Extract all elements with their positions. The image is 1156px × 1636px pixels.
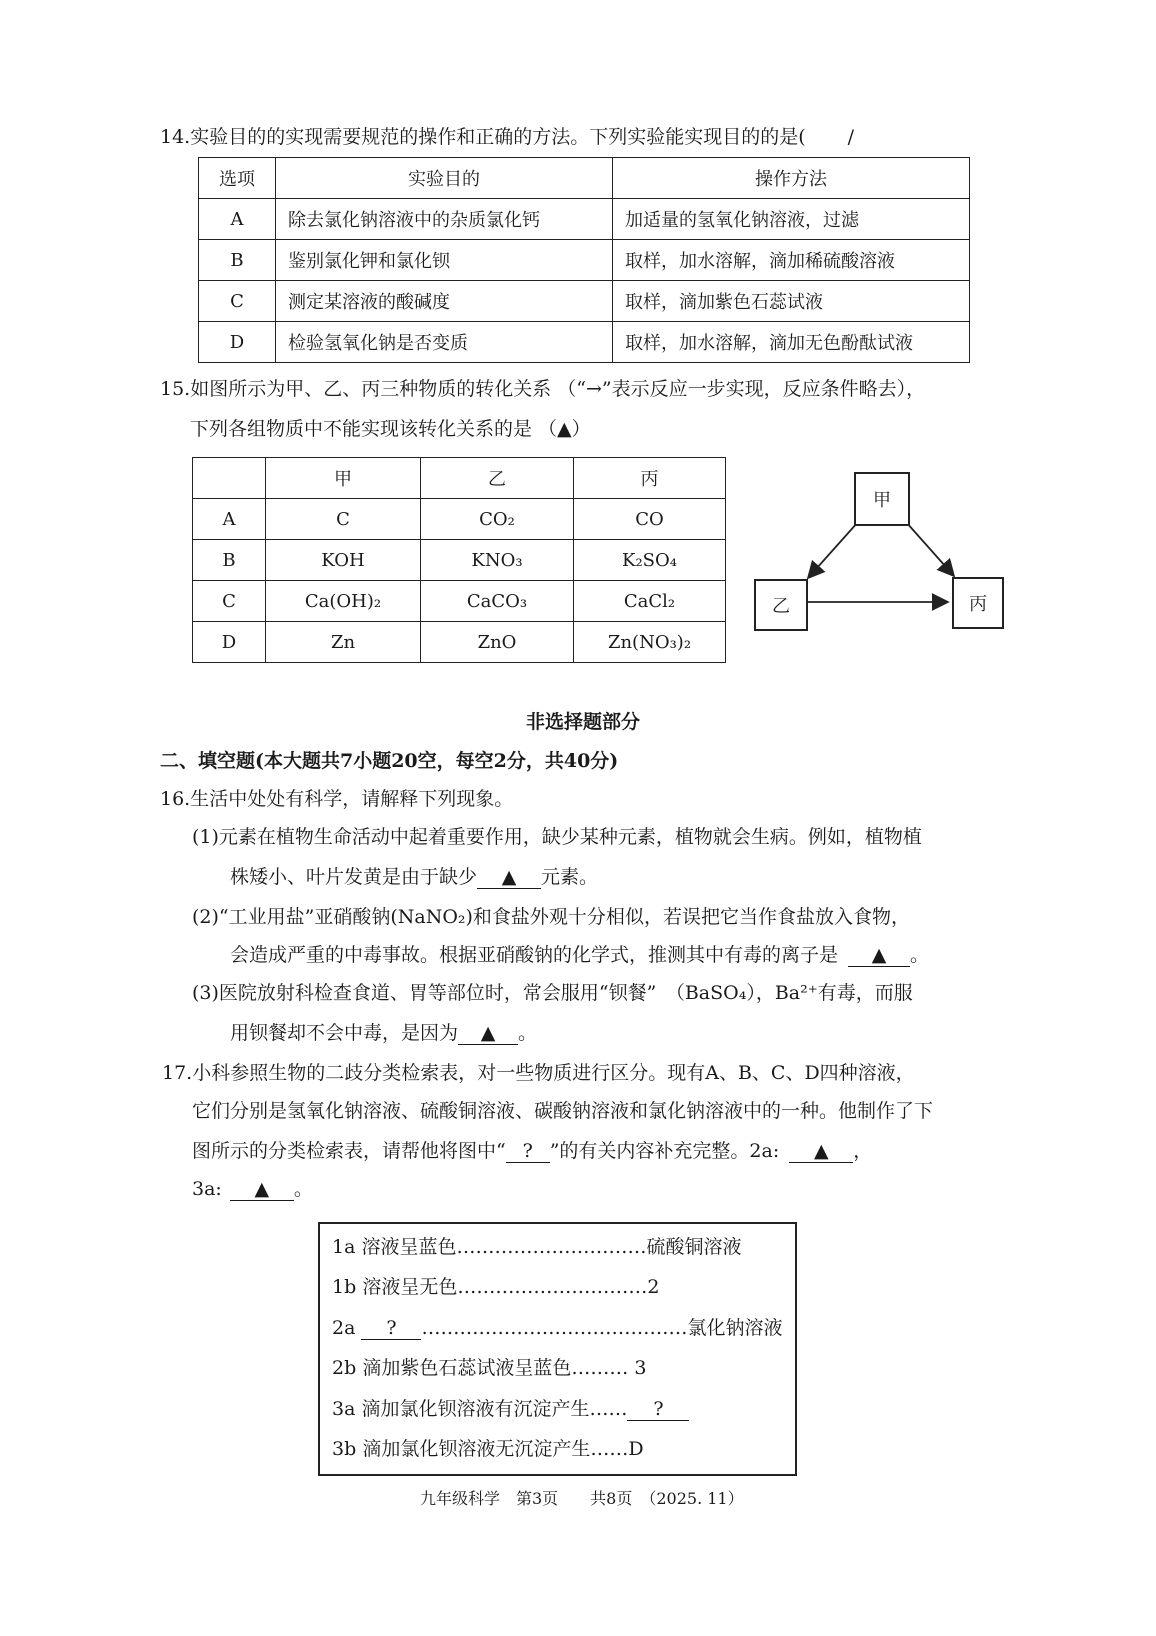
q16-p3-tail: 。 [518, 1022, 538, 1044]
table-cell: CO₂ [421, 499, 574, 540]
key-code: 2b [332, 1357, 357, 1379]
option-label: D [193, 622, 266, 663]
q16-p1-line1: (1)元素在植物生命活动中起着重要作用，缺少某种元素，植物就会生病。例如，植物植 [192, 826, 922, 848]
q16-stem: 16.生活中处处有科学，请解释下列现象。 [160, 788, 514, 810]
table-cell: Ca(OH)₂ [266, 581, 421, 622]
table-header-cell: 选项 [199, 158, 276, 199]
table-header-row [193, 458, 726, 499]
table-cell: Zn [266, 622, 421, 663]
table-cell: KNO₃ [421, 540, 574, 581]
table-header-cell: 实验目的 [276, 158, 613, 199]
key-row-1a [332, 1232, 742, 1259]
q17-line4-text: 3a: [192, 1178, 222, 1200]
key-row-2a [332, 1313, 782, 1340]
table-row [193, 581, 726, 622]
q16-p2-tail: 。 [910, 944, 930, 966]
table-cell: CO [574, 499, 726, 540]
q16-p2-text: 会造成严重的中毒事故。根据亚硝酸钠的化学式，推测其中有毒的离子是 [230, 944, 839, 966]
answer-blank-2a[interactable]: ▲ [789, 1140, 853, 1163]
table-header-cell: 乙 [421, 458, 574, 499]
table-cell: 除去氯化钠溶液中的杂质氯化钙 [276, 199, 613, 240]
option-label: D [199, 322, 276, 363]
key-code: 3b [332, 1438, 357, 1460]
key-row-3b [332, 1434, 644, 1461]
table-row [193, 622, 726, 663]
q16-p2-line2 [230, 942, 929, 968]
q15-table [192, 457, 726, 663]
answer-blank[interactable]: ▲ [458, 1022, 518, 1045]
q17-line3-text2: ”的有关内容补充完整。2a: [549, 1140, 780, 1162]
q15-stem-line1: 15.如图所示为甲、乙、丙三种物质的转化关系 （“→”表示反应一步实现，反应条件略去）， [160, 378, 926, 400]
q16-p1-line2 [230, 864, 598, 890]
section-title: 非选择题部分 [526, 711, 641, 733]
q17-line3-text: 图所示的分类检索表，请帮他将图中“ [192, 1140, 506, 1162]
q14-stem [160, 124, 854, 150]
key-text: 滴加氯化钡溶液有沉淀产生…… [361, 1398, 628, 1420]
option-label: C [193, 581, 266, 622]
q16-p1-text: 株矮小、叶片发黄是由于缺少 [230, 866, 478, 888]
key-blank: ? [627, 1398, 689, 1421]
q15-stem-line2: 下列各组物质中不能实现该转化关系的是 （▲） [190, 418, 591, 440]
key-code: 2a [332, 1317, 356, 1339]
diagram-box-jia: 甲 [854, 472, 910, 526]
answer-blank[interactable]: ▲ [477, 866, 541, 889]
diagram-box-yi: 乙 [754, 579, 808, 631]
key-row-3a [332, 1394, 689, 1421]
key-row-2b [332, 1353, 646, 1380]
table-cell: 取样，加水溶解，滴加无色酚酞试液 [613, 322, 970, 363]
diagram-box-bing: 丙 [952, 577, 1004, 629]
key-row-1b [332, 1272, 659, 1299]
key-result: 3 [634, 1357, 647, 1379]
table-cell: CaCO₃ [421, 581, 574, 622]
table-row [193, 499, 726, 540]
q14-stem-tail: / [847, 126, 855, 148]
table-cell: 取样，滴加紫色石蕊试液 [613, 281, 970, 322]
table-row [199, 240, 970, 281]
table-header-cell: 操作方法 [613, 158, 970, 199]
option-label: A [199, 199, 276, 240]
key-text: 滴加紫色石蕊试液呈蓝色……… [362, 1357, 629, 1379]
key-code: 1b [332, 1276, 357, 1298]
table-cell: 检验氢氧化钠是否变质 [276, 322, 613, 363]
q16-p1-tail: 元素。 [541, 866, 599, 888]
answer-blank[interactable]: ▲ [848, 944, 910, 967]
arrow-jia-to-bing [906, 522, 954, 576]
table-cell: 测定某溶液的酸碱度 [276, 281, 613, 322]
option-label: B [193, 540, 266, 581]
question-blank: ? [506, 1140, 550, 1163]
option-label: C [199, 281, 276, 322]
table-header-cell: 甲 [266, 458, 421, 499]
table-cell: CaCl₂ [574, 581, 726, 622]
table-cell: 鉴别氯化钾和氯化钡 [276, 240, 613, 281]
option-label: A [193, 499, 266, 540]
table-row [199, 322, 970, 363]
table-header-cell [193, 458, 266, 499]
key-result: 氯化钠溶液 [687, 1317, 783, 1339]
q16-p3-line2 [230, 1020, 537, 1046]
table-cell: ZnO [421, 622, 574, 663]
key-code: 3a [332, 1398, 356, 1420]
table-cell: K₂SO₄ [574, 540, 726, 581]
table-cell: Zn(NO₃)₂ [574, 622, 726, 663]
table-row [193, 540, 726, 581]
part2-title: 二、填空题(本大题共7小题20空，每空2分，共40分) [160, 750, 619, 772]
q17-line3-tail: ， [853, 1140, 873, 1162]
key-result: 硫酸铜溶液 [646, 1236, 742, 1258]
key-result: D [628, 1438, 644, 1460]
key-text: …………………………………… [421, 1317, 688, 1339]
q17-line4 [192, 1176, 313, 1202]
key-blank: ? [361, 1317, 421, 1340]
table-header-row [199, 158, 970, 199]
q16-p2-line1: (2)“工业用盐”亚硝酸钠(NaNO₂)和食盐外观十分相似，若误把它当作食盐放入食物， [192, 906, 910, 928]
q14-stem-text: 14.实验目的的实现需要规范的操作和正确的方法。下列实验能实现目的的是( [160, 126, 806, 148]
q17-line2: 它们分别是氢氧化钠溶液、硫酸铜溶液、碳酸钠溶液和氯化钠溶液中的一种。他制作了下 [192, 1100, 934, 1122]
page-footer: 九年级科学 第3页 共8页 （2025. 11） [420, 1489, 744, 1508]
q16-p3-line1: (3)医院放射科检查食道、胃等部位时，常会服用“钡餐” （BaSO₄），Ba²⁺有毒，而服 [192, 982, 913, 1004]
table-cell: 加适量的氢氧化钠溶液，过滤 [613, 199, 970, 240]
dichotomous-key [318, 1222, 797, 1476]
q17-line3 [192, 1138, 872, 1164]
table-header-cell: 丙 [574, 458, 726, 499]
table-row [199, 199, 970, 240]
key-text: 溶液呈蓝色………………………… [361, 1236, 647, 1258]
table-row [199, 281, 970, 322]
q17-line4-tail: 。 [293, 1178, 313, 1200]
option-label: B [199, 240, 276, 281]
table-cell: 取样，加水溶解，滴加稀硫酸溶液 [613, 240, 970, 281]
q17-line1: 17.小科参照生物的二歧分类检索表，对一些物质进行区分。现有A、B、C、D四种溶液， [162, 1062, 915, 1084]
table-cell: C [266, 499, 421, 540]
q16-p3-text: 用钡餐却不会中毒，是因为 [230, 1022, 459, 1044]
key-code: 1a [332, 1236, 356, 1258]
key-text: 溶液呈无色………………………… [362, 1276, 648, 1298]
q14-table [198, 157, 970, 363]
answer-blank-3a[interactable]: ▲ [230, 1178, 294, 1201]
key-text: 滴加氯化钡溶液无沉淀产生…… [362, 1438, 629, 1460]
key-result: 2 [647, 1276, 660, 1298]
arrow-jia-to-yi [808, 522, 858, 578]
table-cell: KOH [266, 540, 421, 581]
